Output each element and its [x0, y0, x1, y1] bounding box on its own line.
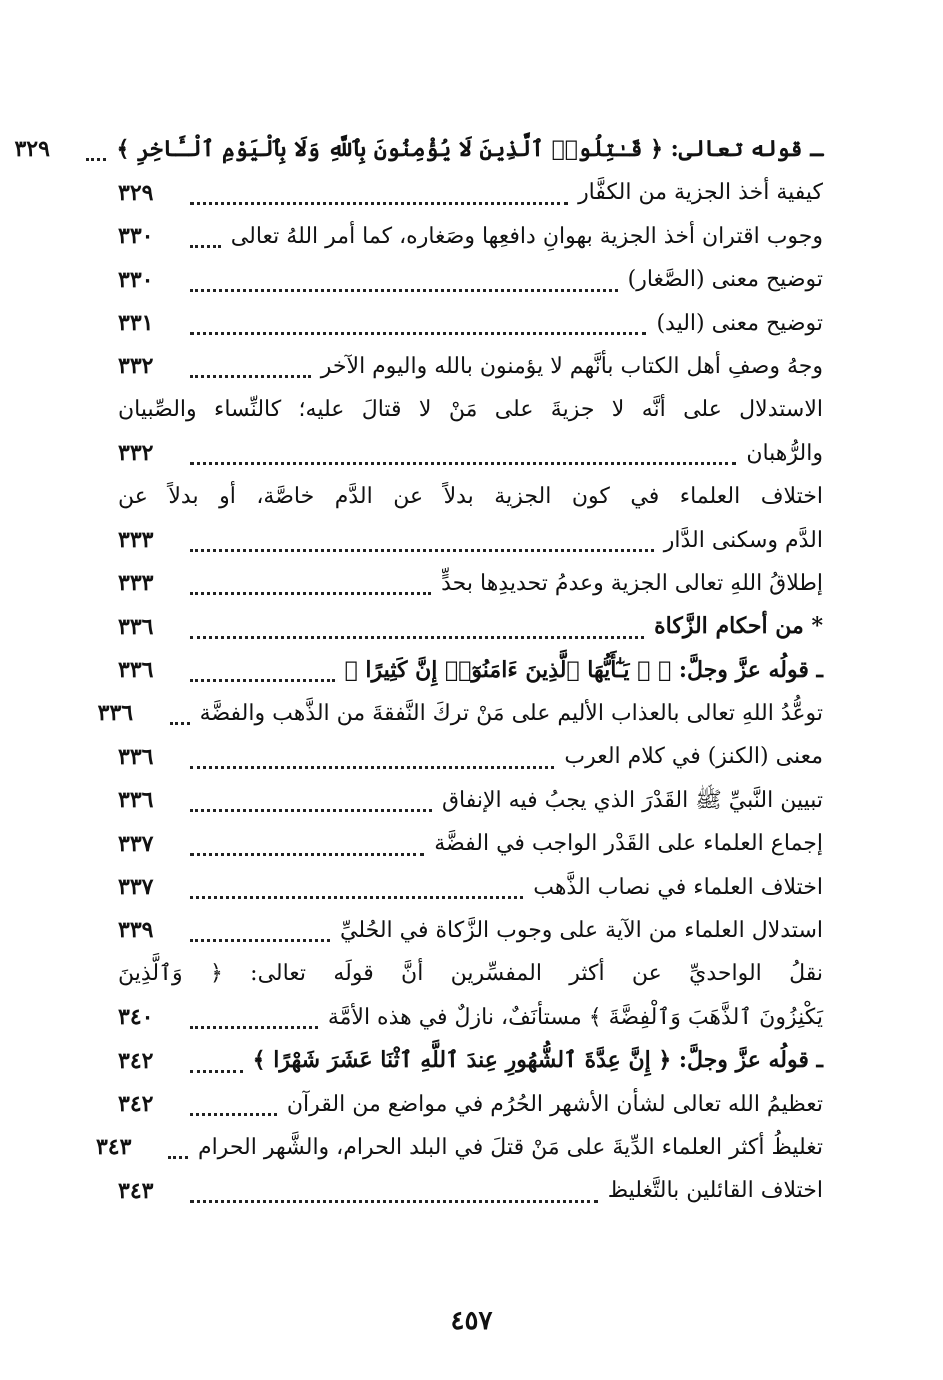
dot-leader: [190, 1026, 318, 1029]
entry-title: ـ قوله تعالى: ﴿ قَـٰتِلُوا۟ ٱلَّذِينَ لَا يُؤْمِنُونَ بِٱللَّهِ وَلَا بِٱلْيَوْمِ ٱلْـَٔاخِرِ ﴾: [116, 135, 823, 162]
dot-leader: [190, 245, 221, 248]
toc-entry: [118, 302, 823, 345]
entry-title-line: الاستدلال على أنَّه لا جزيةَ على مَنْ لا قتالَ عليه؛ كالنِّساء والصِّبيان: [118, 397, 823, 423]
entry-title: تغليظُ أكثر العلماء الدِّيةَ على مَنْ قتلَ في البلد الحرام، والشَّهر الحرام: [197, 1134, 823, 1160]
entry-page-number: ٣٣٦: [97, 700, 134, 727]
dot-leader: [190, 766, 554, 769]
toc-entry: [118, 432, 823, 475]
entry-page-number: ٣٤٣: [118, 1177, 154, 1204]
entry-page-number: ٣٣٠: [118, 223, 154, 250]
dot-leader: [86, 158, 106, 161]
entry-page-number: ٣٣٣: [118, 570, 154, 597]
entry-page-number: ٣٣٩: [118, 917, 154, 944]
page-number: ٤٥٧: [450, 1306, 493, 1336]
toc-entry: [118, 649, 823, 692]
entry-page-number: ٣٣٦: [118, 613, 154, 640]
entry-page-number: ٣٣٣: [118, 526, 154, 553]
table-of-contents: [14, 128, 823, 1213]
toc-entry: [14, 128, 823, 171]
toc-entry: [118, 258, 823, 301]
toc-entry-first-line: [118, 952, 823, 995]
entry-title: * من أحكام الزَّكاة: [654, 613, 823, 640]
entry-title: توضيح معنى (الصَّغار): [627, 267, 823, 293]
entry-title: ـ قولُه عزَّ وجلَّ: ﴿ إِنَّ عِدَّةَ ٱلشُّهُورِ عِندَ ٱللَّهِ ٱثْنَا عَشَرَ شَهْرًا ﴾: [252, 1047, 823, 1074]
entry-page-number: ٣٣١: [118, 309, 154, 336]
toc-entry: [118, 996, 823, 1039]
toc-entry: [118, 519, 823, 562]
toc-entry: [118, 1039, 823, 1082]
entry-title: توعُّدُ اللهِ تعالى بالعذاب الأليم على مَنْ تركَ النَّفقةَ من الذَّهب والفضَّة: [199, 701, 823, 727]
entry-title: والرُّهبان: [746, 440, 823, 466]
toc-entry: [118, 822, 823, 865]
entry-page-number: ٣٣٧: [118, 830, 154, 857]
entry-page-number: ٣٣٢: [118, 440, 154, 467]
entry-page-number: ٣٣٦: [118, 787, 154, 814]
dot-leader: [190, 549, 654, 552]
entry-page-number: ٣٣٠: [118, 266, 154, 293]
entry-title: إطلاقُ اللهِ تعالى الجزية وعدمُ تحديدِها بحدٍّ: [441, 570, 823, 596]
entry-page-number: ٣٤٢: [118, 1090, 154, 1117]
entry-title: تعظيمُ الله تعالى لشأن الأشهر الحُرُم في مواضع من القرآن: [286, 1091, 823, 1117]
toc-entry: [118, 562, 823, 605]
entry-page-number: ٣٢٩: [14, 136, 50, 163]
entry-title: وجهُ وصفِ أهل الكتاب بأنَّهم لا يؤمنون بالله واليوم الآخر: [320, 353, 823, 379]
dot-leader: [190, 679, 335, 682]
toc-entry: [118, 1083, 823, 1126]
dot-leader: [170, 722, 190, 725]
entry-title: الدَّم وسكنى الدَّار: [663, 527, 823, 553]
entry-page-number: ٣٢٩: [118, 179, 154, 206]
toc-entry: [118, 735, 823, 778]
dot-leader: [190, 636, 644, 639]
toc-entry: [118, 909, 823, 952]
dot-leader: [190, 939, 330, 942]
entry-page-number: ٣٤٣: [95, 1134, 132, 1161]
entry-page-number: ٣٣٦: [118, 657, 154, 684]
entry-title: معنى (الكنز) في كلام العرب: [564, 744, 823, 770]
toc-entry: [118, 866, 823, 909]
entry-page-number: ٣٣٢: [118, 353, 154, 380]
entry-title: ـ قولُه عزَّ وجلَّ: ﴿ ۞ يَـٰٓأَيُّهَا ٱلَّذِينَ ءَامَنُوٓا۟ إِنَّ كَثِيرًا ﴾: [344, 656, 823, 683]
toc-entry-first-line: [118, 475, 823, 518]
entry-title: استدلال العلماء من الآية على وجوب الزَّكاة في الحُليِّ: [340, 918, 823, 944]
dot-leader: [190, 202, 568, 205]
dot-leader: [190, 809, 432, 812]
entry-title: تبيين النَّبيِّ ﷺ القَدْرَ الذي يجبُ فيه الإنفاق: [441, 787, 823, 813]
entry-page-number: ٣٤٠: [118, 1004, 154, 1031]
entry-page-number: ٣٣٦: [118, 743, 154, 770]
entry-page-number: ٣٤٢: [118, 1047, 154, 1074]
dot-leader: [190, 1200, 598, 1203]
dot-leader: [168, 1156, 188, 1159]
dot-leader: [190, 375, 311, 378]
entry-title-line: اختلاف العلماء في كون الجزية بدلاً عن الدَّم خاصَّة، أو بدلاً عن: [118, 484, 823, 510]
dot-leader: [190, 592, 431, 595]
entry-title: اختلاف العلماء في نصاب الذَّهب: [533, 874, 823, 900]
entry-title: يَكْنِزُونَ ٱلذَّهَبَ وَٱلْفِضَّةَ ﴾ مستأنَفٌ، نازلٌ في هذه الأمَّة: [327, 1004, 823, 1030]
dot-leader: [190, 462, 736, 465]
dot-leader: [190, 853, 424, 856]
entry-title: اختلاف القائلين بالتَّغليظ: [607, 1178, 823, 1204]
toc-entry-first-line: [118, 388, 823, 431]
toc-section-heading: [118, 605, 823, 648]
dot-leader: [190, 332, 646, 335]
toc-entry: [95, 1126, 823, 1169]
dot-leader: [190, 896, 523, 899]
entry-title: وجوب اقتران أخذ الجزية بهوانِ دافعِها وصَغاره، كما أمر اللهُ تعالى: [230, 223, 823, 249]
entry-title: إجماع العلماء على القَدْر الواجب في الفضَّة: [434, 831, 823, 857]
entry-title: توضيح معنى (اليد): [656, 310, 823, 336]
toc-entry: [118, 215, 823, 258]
toc-entry: [118, 171, 823, 214]
entry-title-line: نقلُ الواحديِّ عن أكثر المفسِّرين أنَّ قولَه تعالى: ﴿ وَٱلَّذِينَ: [118, 961, 823, 987]
toc-entry: [118, 779, 823, 822]
dot-leader: [190, 1070, 243, 1073]
toc-entry: [97, 692, 823, 735]
dot-leader: [190, 289, 618, 292]
toc-entry: [118, 345, 823, 388]
entry-page-number: ٣٣٧: [118, 874, 154, 901]
dot-leader: [190, 1113, 277, 1116]
toc-entry: [118, 1169, 823, 1212]
entry-title: كيفية أخذ الجزية من الكفَّار: [578, 180, 823, 206]
